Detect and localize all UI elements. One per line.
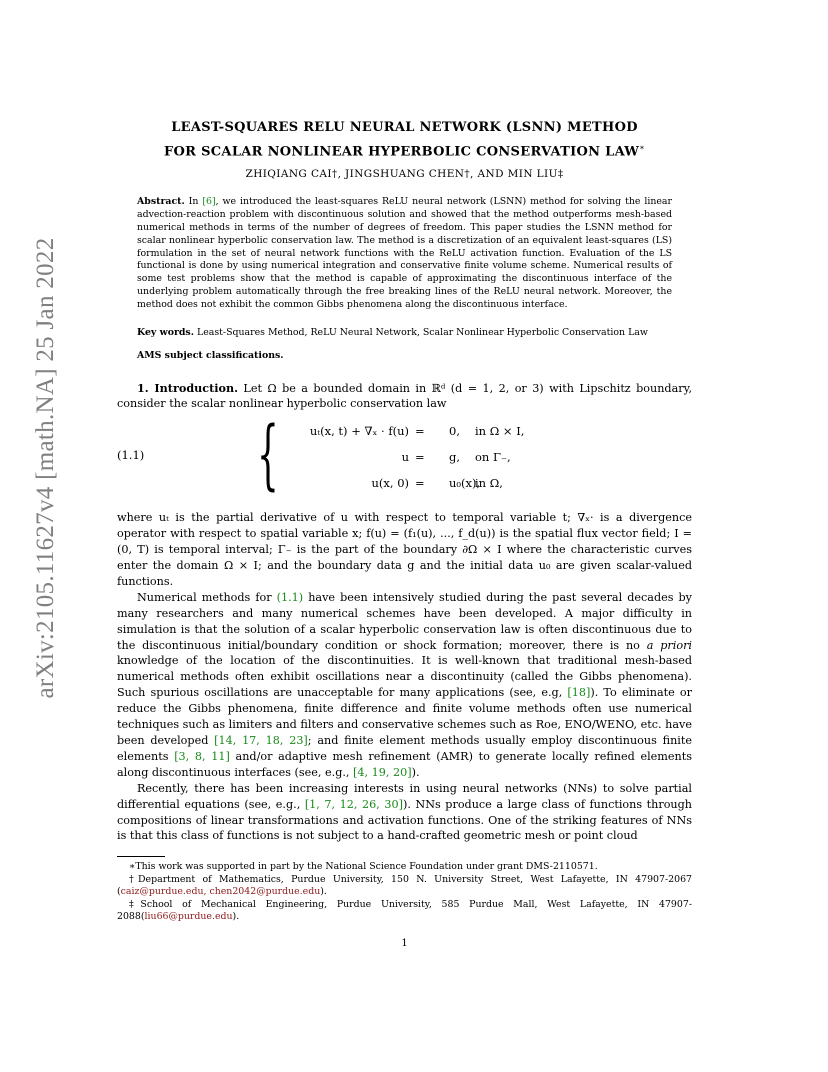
paragraph-where: where uₜ is the partial derivative of u with respect to temporal variable t; ∇ₓ· is a divergence operator with respect to spatial variable x; f(u) = (f₁(u), ..., f_d(u)) is the spatial flux vector field; I = (0, T) is temporal interval; Γ₋ is the part of the boundary ∂Ω × I where the characteristic curves enter the domain Ω × I; and the boundary data g and the initial data u₀ are given scalar-valued functions. xyxy=(117,511,692,588)
citation-link[interactable]: [6] xyxy=(202,196,216,208)
left-brace: { xyxy=(257,409,279,499)
equation-1-1 xyxy=(117,409,692,499)
intro-paragraph xyxy=(117,381,692,413)
eq-op: = xyxy=(415,476,425,491)
title-line-2: FOR SCALAR NONLINEAR HYPERBOLIC CONSERVATION LAW∗ xyxy=(164,143,645,160)
abstract xyxy=(137,196,672,311)
abstract-text: , we introduced the least-squares ReLU neural network (LSNN) method for solving the linear advection-reaction problem with discontinuous solution and showed that the method outperforms mesh-based numerical methods in terms of the number of degrees of freedom. This paper studies the LSNN method for scalar nonlinear hyperbolic conservation law. The method is a discretization of an equivalent least-squares (LS) formulation in the set of neural network functions with the ReLU activation function. Evaluation of the LS functional is done by using numerical integration and conservative finite volume scheme. Numerical results of some test problems show that the method is capable of approximating the discontinuous interface of the underlying problem automatically through the free breaking lines of the ReLU neural network. Moreover, the method does not exhibit the common Gibbs phenomena along the discontinuous interface. xyxy=(137,196,672,310)
paper-title xyxy=(117,118,692,162)
equation-row xyxy=(279,450,559,466)
title-footnote-mark: ∗ xyxy=(639,143,645,152)
eq-cond: on Γ₋, xyxy=(475,450,511,465)
footnote-rule xyxy=(117,856,165,857)
abstract-label: Abstract. xyxy=(137,196,185,208)
eq-lhs: u xyxy=(401,450,409,465)
abstract-pre: In xyxy=(184,196,203,208)
footnote-3: ‡School of Mechanical Engineering, Purdue University, 585 Purdue Mall, West Lafayette, IN 47907-2088(liu66@purdue.edu). xyxy=(117,898,692,923)
eq-cond: in Ω × I, xyxy=(475,424,525,439)
eq-rhs: 0, xyxy=(449,424,460,439)
eq-cond: in Ω, xyxy=(475,476,503,491)
arxiv-stamp-text: arXiv:2105.11627v4 [math.NA] 25 Jan 2022 xyxy=(32,237,59,699)
email-link[interactable]: caiz@purdue.edu, chen2042@purdue.edu xyxy=(120,886,321,898)
citation-link[interactable]: [14, 17, 18, 23] xyxy=(214,734,308,747)
paragraph-recent: Recently, there has been increasing interests in using neural networks (NNs) to solve partial differential equations (see, e.g., [1, 7, 12, 26, 30]). NNs produce a large class of functions through compositions of linear transformations and activation functions. One of the striking features of NNs is that this class of functions is not subject to a hand-crafted geometric mesh or point cloud xyxy=(117,781,693,843)
eq-rhs: u₀(x), xyxy=(449,476,481,491)
citation-link[interactable]: [18] xyxy=(567,686,591,700)
keywords-label: Key words. xyxy=(137,326,194,338)
equation-ref-link[interactable]: (1.1) xyxy=(276,590,304,604)
citation-link[interactable]: [1, 7, 12, 26, 30] xyxy=(304,797,403,811)
intro-text: Let Ω be a bounded domain in ℝᵈ (d = 1, 2, or 3) with Lipschitz boundary, consider the scalar nonlinear hyperbolic conservation law xyxy=(117,381,692,411)
footnotes xyxy=(117,861,692,924)
eq-lhs: uₜ(x, t) + ∇ₓ · f(u) xyxy=(309,424,409,439)
footnote-2: †Department of Mathematics, Purdue University, 150 N. University Street, West Lafayette, IN 47907-2067 (caiz@purdue.edu, chen2042@purdue.edu). xyxy=(117,873,692,898)
footnote-1: ∗This work was supported in part by the National Science Foundation under grant DMS-2110571. xyxy=(129,861,598,873)
body-text xyxy=(117,510,692,844)
equation-row xyxy=(279,476,559,492)
authors: ZHIQIANG CAI†, JINGSHUANG CHEN†, AND MIN LIU‡ xyxy=(245,168,564,181)
equation-number: (1.1) xyxy=(117,448,145,463)
title-line-1: LEAST-SQUARES RELU NEURAL NETWORK (LSNN) METHOD xyxy=(171,120,638,135)
paragraph-numerical: Numerical methods for (1.1) have been intensively studied during the past several decades by many researchers and many numerical schemes have been developed. A major difficulty in simulation is that the solution of a scalar hyperbolic conservation law is often discontinuous due to the discontinuous initial/boundary condition or shock formation; moreover, there is no a priori knowledge of the location of the discontinuities. It is well-known that traditional mesh-based numerical methods often exhibit oscillations near a discontinuity (called the Gibbs phenomena). Such spurious oscillations are unacceptable for many applications (see, e.g, [18]). To eliminate or reduce the Gibbs phenomena, finite difference and finite volume methods often use numerical techniques such as limiters and filters and conservative schemes such as Roe, ENO/WENO, etc. have been developed [14, 17, 18, 23]; and finite element methods usually employ discontinuous finite elements [3, 8, 11] and/or adaptive mesh refinement (AMR) to generate locally refined elements along discontinuous interfaces (see, e.g., [4, 19, 20]). xyxy=(117,590,693,779)
arxiv-stamp xyxy=(26,237,66,699)
eq-lhs: u(x, 0) xyxy=(371,476,409,491)
eq-op: = xyxy=(415,450,425,465)
section-heading: 1. Introduction. xyxy=(137,380,239,395)
body-text xyxy=(117,381,692,413)
equation-row xyxy=(279,424,559,440)
eq-rhs: g, xyxy=(449,450,461,465)
emphasis: a priori xyxy=(646,638,692,652)
citation-link[interactable]: [3, 8, 11] xyxy=(174,749,230,763)
page-number: 1 xyxy=(401,937,408,949)
email-link[interactable]: liu66@purdue.edu xyxy=(144,911,233,923)
citation-link[interactable]: [4, 19, 20] xyxy=(353,765,412,779)
keywords-text: Least-Squares Method, ReLU Neural Network, Scalar Nonlinear Hyperbolic Conservation Law xyxy=(193,326,648,338)
eq-op: = xyxy=(415,424,425,439)
keywords xyxy=(137,326,672,339)
ams-classifications: AMS subject classifications. xyxy=(137,349,284,361)
paper-page xyxy=(117,118,692,949)
